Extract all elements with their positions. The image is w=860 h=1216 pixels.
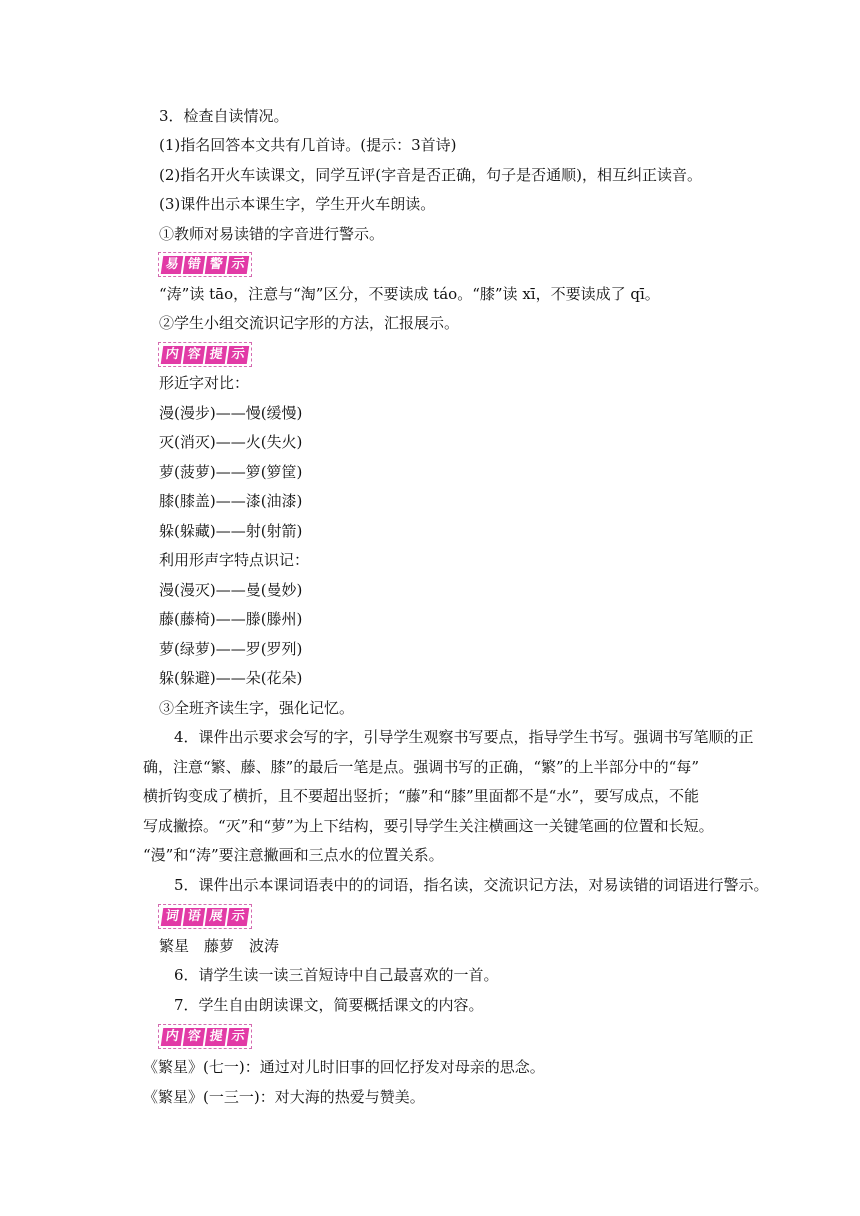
badge-char: 示	[227, 346, 250, 364]
badge-char: 容	[183, 1028, 206, 1046]
phono-semantic-pair: 漫(漫灭)——曼(曼妙)	[159, 581, 303, 599]
badge-char: 内	[161, 1028, 184, 1046]
poem-summary-2: 《繁星》(一三一)：对大海的热爱与赞美。	[143, 1088, 425, 1106]
badge-content-hint-2	[158, 1024, 252, 1049]
step-4-line-4: 写成撇捺。“灭”和“萝”为上下结构，要引导学生关注横画这一关键笔画的位置和长短。	[143, 817, 714, 835]
step-3-sub-3: ③全班齐读生字，强化记忆。	[159, 699, 355, 717]
badge-char: 提	[205, 346, 228, 364]
badge-char: 语	[183, 908, 206, 926]
badge-char: 词	[161, 908, 184, 926]
badge-char: 容	[183, 346, 206, 364]
step-3-sub-1: ①教师对易读错的字音进行警示。	[159, 225, 385, 243]
word-list: 繁星 藤萝 波涛	[159, 937, 280, 955]
badge-char: 示	[227, 256, 250, 274]
similar-char-pair: 漫(漫步)——慢(缓慢)	[159, 404, 303, 422]
phono-semantic-pair: 躲(躲避)——朵(花朵)	[159, 669, 303, 687]
step-4-line-3: 横折钩变成了横折，且不要超出竖折；“藤”和“膝”里面都不是“水”，要写成点，不能	[143, 787, 700, 805]
similar-chars-heading: 形近字对比：	[159, 374, 250, 392]
step-4-line-5: “漫”和“涛”要注意撇画和三点水的位置关系。	[143, 846, 444, 864]
phono-semantic-pair: 藤(藤椅)——滕(滕州)	[159, 610, 303, 628]
similar-char-pair: 膝(膝盖)——漆(油漆)	[159, 492, 303, 510]
step-5: 5．课件出示本课词语表中的的词语，指名读，交流识记方法，对易读错的词语进行警示。	[174, 876, 769, 894]
similar-char-pair: 萝(菠萝)——箩(箩筐)	[159, 463, 303, 481]
badge-pronunciation-warning	[158, 252, 252, 277]
similar-char-pair: 躲(躲藏)——射(射箭)	[159, 522, 303, 540]
badge-char: 示	[227, 1028, 250, 1046]
step-3-item-1: (1)指名回答本文共有几首诗。(提示：3首诗)	[159, 136, 457, 154]
poem-summary-1: 《繁星》(七一)：通过对儿时旧事的回忆抒发对母亲的思念。	[143, 1058, 545, 1076]
badge-char: 错	[183, 256, 206, 274]
phono-semantic-pair: 萝(绿萝)——罗(罗列)	[159, 640, 303, 658]
similar-char-pair: 灭(消灭)——火(失火)	[159, 433, 303, 451]
pronunciation-note: “涛”读 tāo，注意与“淘”区分，不要读成 táo。“膝”读 xī，不要读成了 qī。	[159, 285, 660, 303]
badge-char: 示	[227, 908, 250, 926]
badge-char: 内	[161, 346, 184, 364]
step-3-heading: 3．检查自读情况。	[159, 107, 289, 125]
step-4-line-1: 4．课件出示要求会写的字，引导学生观察书写要点，指导学生书写。强调书写笔顺的正	[174, 728, 754, 746]
phono-semantic-heading: 利用形声字特点识记：	[159, 551, 310, 569]
badge-content-hint-1	[158, 342, 252, 367]
step-3-item-3: (3)课件出示本课生字，学生开火车朗读。	[159, 195, 436, 213]
step-4-line-2: 确，注意“繁、藤、膝”的最后一笔是点。强调书写的正确，“繁”的上半部分中的“每”	[143, 758, 700, 776]
badge-char: 展	[205, 908, 228, 926]
badge-word-display	[158, 904, 252, 929]
step-6: 6．请学生读一读三首短诗中自己最喜欢的一首。	[174, 966, 499, 984]
step-3-sub-2: ②学生小组交流识记字形的方法，汇报展示。	[159, 314, 460, 332]
step-3-item-2: (2)指名开火车读课文，同学互评(字音是否正确，句子是否通顺)，相互纠正读音。	[159, 166, 702, 184]
badge-char: 提	[205, 1028, 228, 1046]
badge-char: 易	[161, 256, 184, 274]
step-7: 7．学生自由朗读课文，简要概括课文的内容。	[174, 996, 484, 1014]
badge-char: 警	[205, 256, 228, 274]
